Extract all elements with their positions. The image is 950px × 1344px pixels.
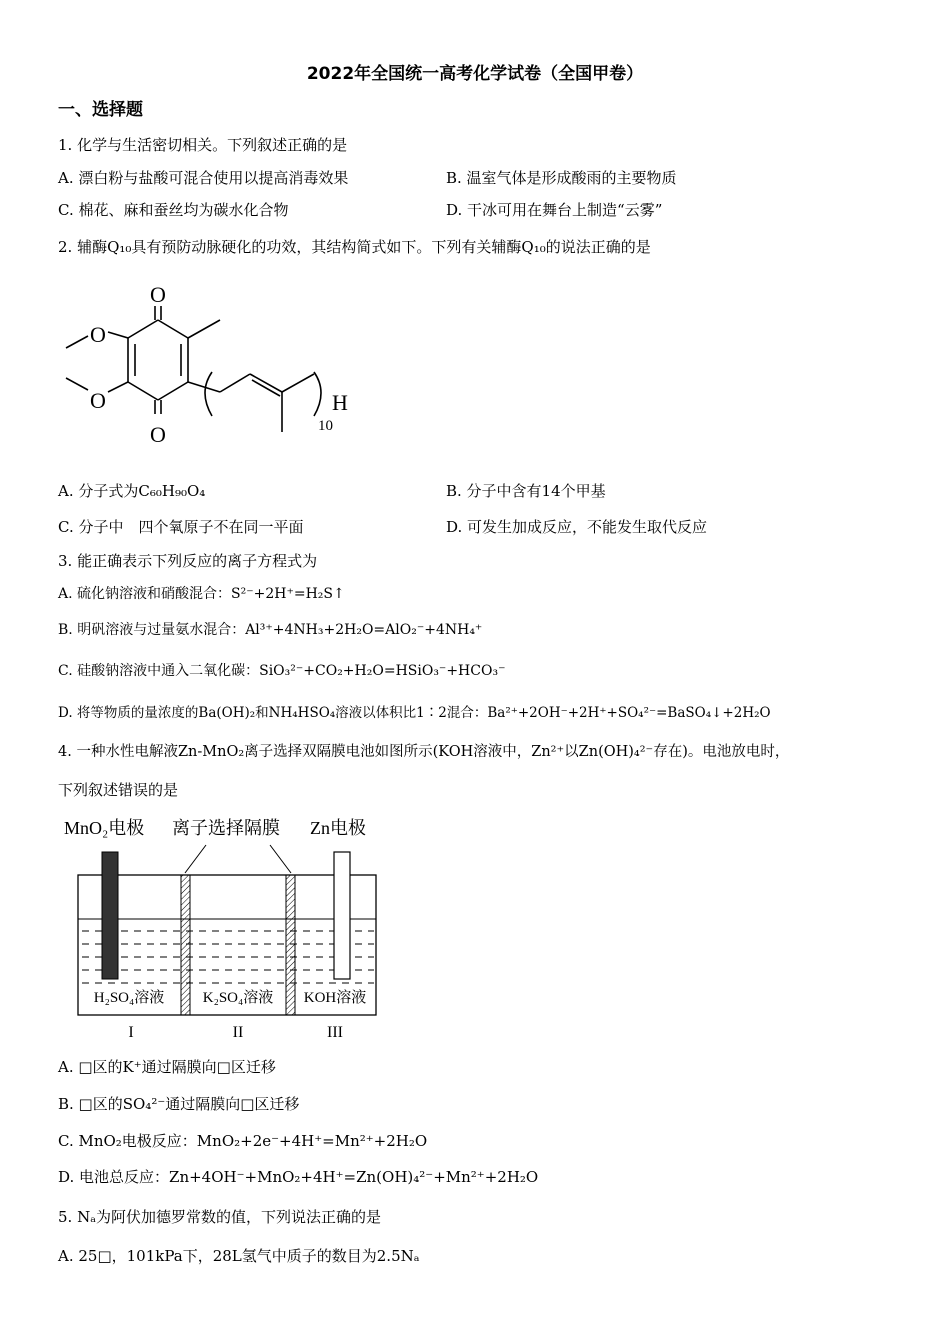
q2-option-b: B. 分子中含有14个甲基 bbox=[446, 482, 606, 500]
coenzyme-q10-structure bbox=[58, 280, 368, 455]
oxygen-top: O bbox=[150, 282, 166, 307]
oxygen-methoxy-2: O bbox=[90, 388, 106, 413]
hydrogen-end: H bbox=[332, 390, 348, 415]
section-heading: 一、选择题 bbox=[58, 100, 143, 120]
oxygen-methoxy-1: O bbox=[90, 322, 106, 347]
q2-option-a: A. 分子式为C₆₀H₉₀O₄ bbox=[58, 482, 206, 500]
oxygen-bottom: O bbox=[150, 422, 166, 447]
q1-option-c: C. 棉花、麻和蚕丝均为碳水化合物 bbox=[58, 201, 289, 219]
q1-option-a: A. 漂白粉与盐酸可混合使用以提高消毒效果 bbox=[58, 169, 349, 187]
zn-electrode-label: Zn电极 bbox=[310, 818, 366, 838]
q1-option-d: D. 干冰可用在舞台上制造“云雾” bbox=[446, 201, 663, 219]
q4-option-a: A. □区的K⁺通过隔膜向□区迁移 bbox=[58, 1058, 276, 1076]
q1-option-b: B. 温室气体是形成酸雨的主要物质 bbox=[446, 169, 677, 187]
q4-stem-line2: 下列叙述错误的是 bbox=[58, 781, 179, 799]
mno2-electrode-label: MnO₂电极 bbox=[64, 818, 145, 838]
q2-option-c: C. 分子中 四个氧原子不在同一平面 bbox=[58, 518, 304, 536]
q5-stem: 5. Nₐ为阿伏加德罗常数的值，下列说法正确的是 bbox=[58, 1208, 381, 1226]
solution-2-label: K₂SO₄溶液 bbox=[202, 990, 274, 1006]
q4-option-d: D. 电池总反应：Zn+4OH⁻+MnO₂+4H⁺=Zn(OH)₄²⁻+Mn²⁺+2H₂O bbox=[58, 1168, 539, 1186]
q2-stem: 2. 辅酶Q₁₀具有预防动脉硬化的功效，其结构简式如下。下列有关辅酶Q₁₀的说法正确的是 bbox=[58, 238, 651, 256]
membrane-label: 离子选择隔膜 bbox=[172, 818, 280, 838]
q1-stem: 1. 化学与生活密切相关。下列叙述正确的是 bbox=[58, 136, 348, 154]
page-title: 2022年全国统一高考化学试卷（全国甲卷） bbox=[306, 64, 644, 84]
repeat-count: 10 bbox=[318, 418, 333, 434]
q5-option-a: A. 25□，101kPa下，28L氢气中质子的数目为2.5Nₐ bbox=[58, 1247, 420, 1265]
q4-stem-line1: 4. 一种水性电解液Zn-MnO₂离子选择双隔膜电池如图所示(KOH溶液中，Zn²⁺以Zn(OH)₄²⁻存在)。电池放电时， bbox=[58, 744, 790, 760]
q3-stem: 3. 能正确表示下列反应的离子方程式为 bbox=[58, 552, 318, 570]
q3-option-c: C. 硅酸钠溶液中通入二氧化碳：SiO₃²⁻+CO₂+H₂O=HSiO₃⁻+HCO₃⁻ bbox=[58, 663, 506, 679]
q4-option-c: C. MnO₂电极反应：MnO₂+2e⁻+4H⁺=Mn²⁺+2H₂O bbox=[58, 1132, 428, 1150]
region-2-label: II bbox=[232, 1024, 244, 1041]
q3-option-d: D. 将等物质的量浓度的Ba(OH)₂和NH₄HSO₄溶液以体积比1∶2混合：Ba²⁺+2OH⁻+2H⁺+SO₄²⁻=BaSO₄↓+2H₂O bbox=[58, 705, 771, 721]
q3-option-b: B. 明矾溶液与过量氨水混合：Al³⁺+4NH₃+2H₂O=AlO₂⁻+4NH₄⁺ bbox=[58, 622, 483, 638]
region-3-label: III bbox=[327, 1024, 343, 1041]
q3-option-a: A. 硫化钠溶液和硝酸混合：S²⁻+2H⁺=H₂S↑ bbox=[58, 586, 345, 602]
solution-3-label: KOH溶液 bbox=[303, 990, 367, 1006]
q4-option-b: B. □区的SO₄²⁻通过隔膜向□区迁移 bbox=[58, 1095, 300, 1113]
region-1-label: I bbox=[128, 1024, 134, 1041]
q2-option-d: D. 可发生加成反应，不能发生取代反应 bbox=[446, 518, 708, 536]
solution-1-label: H₂SO₄溶液 bbox=[93, 990, 165, 1006]
battery-diagram bbox=[58, 813, 398, 1045]
